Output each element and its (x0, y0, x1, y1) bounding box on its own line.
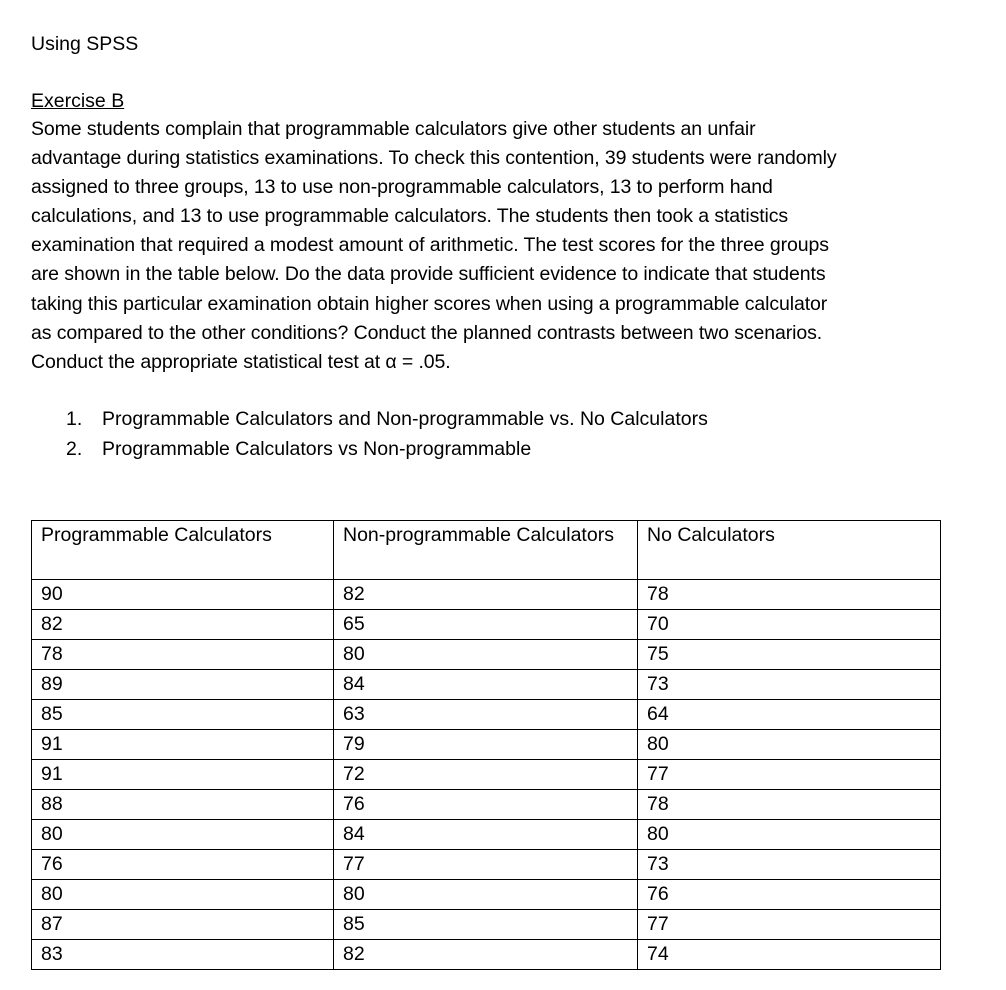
table-cell: 80 (32, 820, 334, 850)
table-cell: 80 (638, 820, 941, 850)
list-item (66, 404, 708, 434)
table-cell: 64 (638, 700, 941, 730)
table-cell: 91 (32, 730, 334, 760)
table-cell: 83 (32, 940, 334, 970)
table-row (32, 610, 941, 640)
list-item (66, 434, 708, 464)
table-cell: 87 (32, 910, 334, 940)
table-cell: 77 (638, 910, 941, 940)
table-cell: 82 (32, 610, 334, 640)
table-cell: 80 (32, 880, 334, 910)
description-line: are shown in the table below. Do the data provide sufficient evidence to indicate that students (31, 263, 826, 286)
table-row (32, 760, 941, 790)
description-line: assigned to three groups, 13 to use non-programmable calculators, 13 to perform hand (31, 176, 773, 199)
table-row (32, 700, 941, 730)
column-header-non-programmable: Non-programmable Calculators (334, 521, 638, 580)
table-cell: 80 (334, 640, 638, 670)
table-row (32, 880, 941, 910)
table-cell: 80 (334, 880, 638, 910)
table-row (32, 640, 941, 670)
table-cell: 63 (334, 700, 638, 730)
table-cell: 74 (638, 940, 941, 970)
column-header-programmable: Programmable Calculators (32, 521, 334, 580)
table-cell: 76 (638, 880, 941, 910)
table-cell: 72 (334, 760, 638, 790)
table-cell: 91 (32, 760, 334, 790)
table-row (32, 850, 941, 880)
exercise-description (31, 115, 976, 377)
table-cell: 90 (32, 580, 334, 610)
table-cell: 89 (32, 670, 334, 700)
list-number: 1. (66, 408, 83, 430)
table-cell: 77 (334, 850, 638, 880)
table-cell: 82 (334, 940, 638, 970)
table-cell: 85 (32, 700, 334, 730)
description-line: examination that required a modest amount of arithmetic. The test scores for the three groups (31, 234, 829, 257)
table-cell: 65 (334, 610, 638, 640)
table-cell: 88 (32, 790, 334, 820)
table-cell: 75 (638, 640, 941, 670)
table-cell: 78 (638, 580, 941, 610)
table-cell: 78 (32, 640, 334, 670)
scores-table-body (32, 580, 941, 970)
table-cell: 84 (334, 670, 638, 700)
table-row (32, 940, 941, 970)
description-line: taking this particular examination obtain higher scores when using a programmable calculator (31, 292, 828, 315)
table-cell: 85 (334, 910, 638, 940)
document-heading: Using SPSS (31, 33, 139, 55)
table-cell: 76 (32, 850, 334, 880)
table-cell: 79 (334, 730, 638, 760)
description-line: as compared to the other conditions? Conduct the planned contrasts between two scenarios. (31, 321, 823, 344)
description-line: Conduct the appropriate statistical test at α = .05. (31, 350, 451, 373)
list-number: 2. (66, 438, 83, 460)
table-cell: 82 (334, 580, 638, 610)
description-line: Some students complain that programmable calculators give other students an unfair (31, 118, 756, 140)
column-header-no-calculators: No Calculators (638, 521, 941, 580)
exercise-label: Exercise B (31, 90, 125, 112)
table-cell: 73 (638, 850, 941, 880)
contrast-list (66, 404, 708, 464)
list-text: Programmable Calculators vs Non-programmable (102, 438, 532, 460)
table-row (32, 670, 941, 700)
table-row (32, 580, 941, 610)
table-cell: 73 (638, 670, 941, 700)
table-row (32, 910, 941, 940)
table-row (32, 790, 941, 820)
table-cell: 77 (638, 760, 941, 790)
table-row (32, 820, 941, 850)
scores-table (31, 520, 941, 970)
list-text: Programmable Calculators and Non-programmable vs. No Calculators (102, 408, 708, 430)
table-cell: 78 (638, 790, 941, 820)
table-cell: 84 (334, 820, 638, 850)
description-line: calculations, and 13 to use programmable calculators. The students then took a statistics (31, 205, 789, 228)
table-cell: 70 (638, 610, 941, 640)
table-cell: 80 (638, 730, 941, 760)
table-cell: 76 (334, 790, 638, 820)
table-header-row (32, 521, 941, 580)
description-line: advantage during statistics examinations. To check this contention, 39 students were randomly (31, 147, 837, 170)
table-row (32, 730, 941, 760)
